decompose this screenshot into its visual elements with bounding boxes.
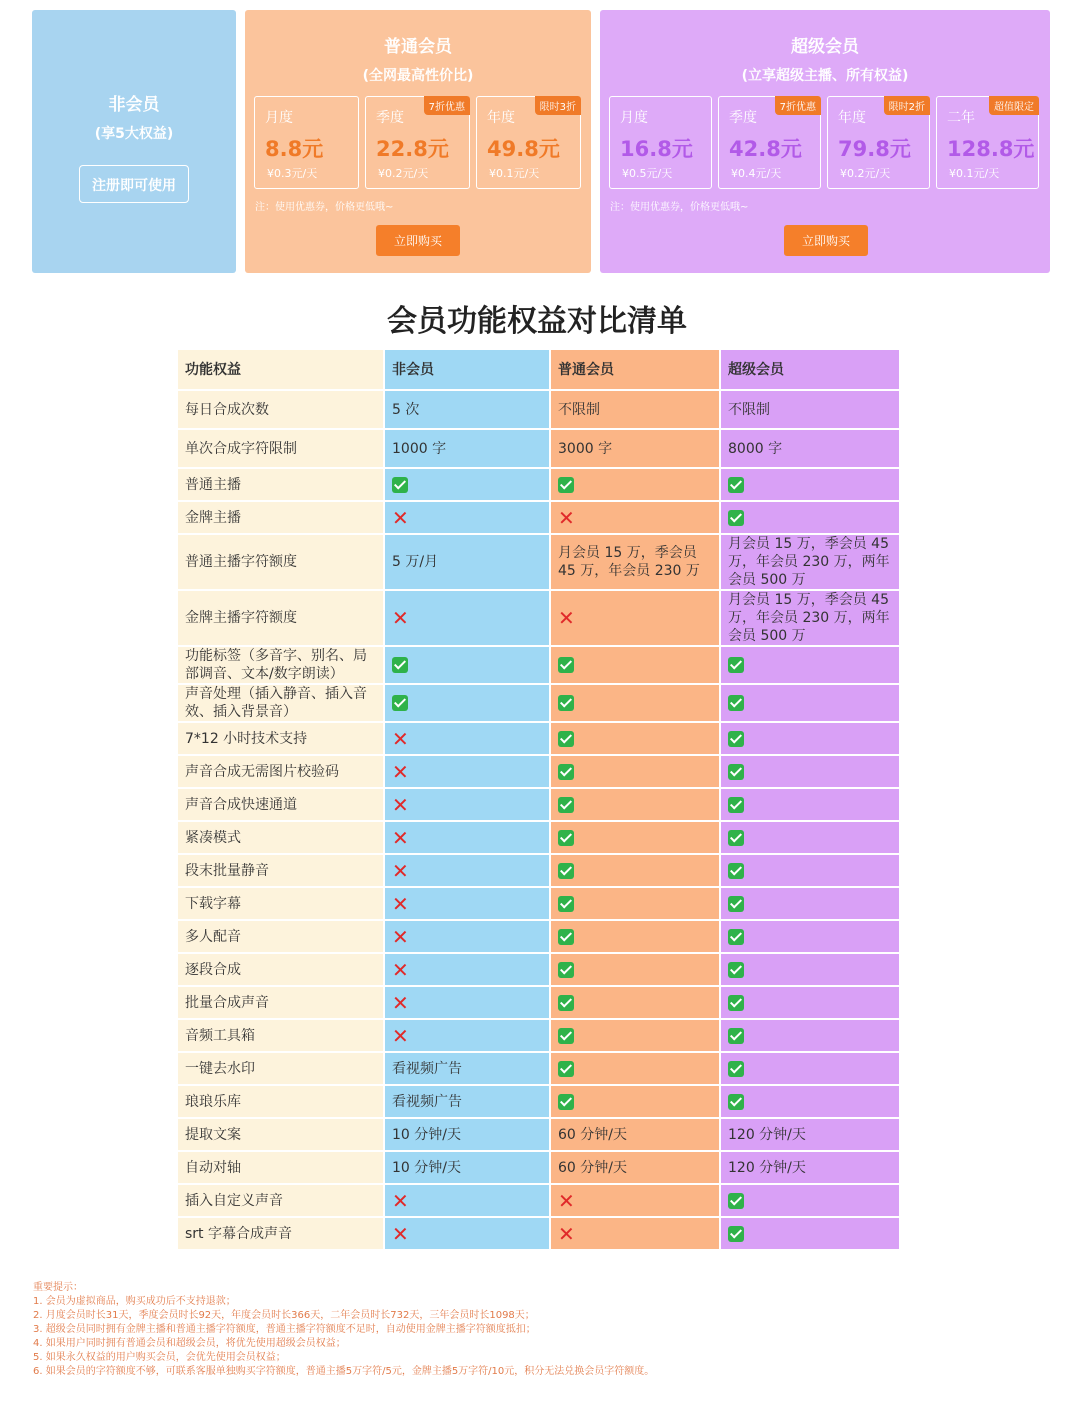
cell-super: 不限制: [720, 390, 900, 429]
cell-normal: [550, 1052, 720, 1085]
table-row: [178, 755, 900, 788]
discount-badge: 7折优惠: [424, 96, 470, 115]
check-icon: [728, 764, 744, 780]
cell-normal: 60 分钟/天: [550, 1151, 720, 1184]
cell-super: [720, 1052, 900, 1085]
cross-icon: ✕: [392, 792, 409, 817]
table-row: [178, 887, 900, 920]
check-icon: [558, 731, 574, 747]
table-row: [178, 1151, 900, 1184]
cell-free: [384, 755, 550, 788]
cross-icon: ✕: [558, 606, 575, 630]
cross-icon: ✕: [392, 924, 409, 949]
cell-super: [720, 755, 900, 788]
cell-super: [720, 887, 900, 920]
cell-free: [384, 1019, 550, 1052]
check-icon: [558, 797, 574, 813]
cell-super: [720, 1085, 900, 1118]
discount-badge: 限时3折: [535, 96, 581, 115]
plan-daily-price: ¥0.2元/天: [840, 167, 891, 180]
table-row: [178, 953, 900, 986]
cell-super: [720, 468, 900, 501]
cross-icon: ✕: [392, 1023, 409, 1048]
normal-buy-button[interactable]: 立即购买: [376, 225, 460, 256]
table-row: [178, 1217, 900, 1250]
cell-normal: [550, 722, 720, 755]
cross-icon: ✕: [558, 505, 575, 530]
cross-icon: ✕: [558, 1221, 575, 1246]
cell-super: [720, 1019, 900, 1052]
comparison-title: 会员功能权益对比清单: [387, 304, 687, 339]
cell-normal: [550, 1019, 720, 1052]
cell-free: 10 分钟/天: [384, 1118, 550, 1151]
check-icon: [558, 1061, 574, 1077]
cell-normal: [550, 1217, 720, 1250]
cell-free: 10 分钟/天: [384, 1151, 550, 1184]
note-line: 3. 超级会员同时拥有金牌主播和普通主播字符额度，普通主播字符额度不足时，自动使用金牌主播字符额度抵扣；: [33, 1324, 536, 1335]
check-icon: [728, 962, 744, 978]
cell-super: [720, 722, 900, 755]
cell-normal: [550, 501, 720, 534]
cell-feature: 7*12 小时技术支持: [178, 722, 384, 755]
cell-super: 120 分钟/天: [720, 1118, 900, 1151]
cross-icon: ✕: [392, 505, 409, 530]
table-row: [178, 788, 900, 821]
cross-icon: ✕: [392, 891, 409, 916]
cell-super: [720, 1217, 900, 1250]
plan-period: 年度: [838, 110, 866, 126]
cell-feature: 每日合成次数: [178, 390, 384, 429]
cell-super: [720, 1184, 900, 1217]
discount-badge: 超值限定: [989, 96, 1039, 115]
normal-card-subtitle: (全网最高性价比): [362, 68, 474, 84]
cell-normal: [550, 1085, 720, 1118]
table-row: [178, 1085, 900, 1118]
plan-daily-price: ¥0.1元/天: [489, 167, 540, 180]
cell-feature: 普通主播: [178, 468, 384, 501]
cell-feature: 音频工具箱: [178, 1019, 384, 1052]
cell-normal: 月会员 15 万，季会员 45 万，年会员 230 万: [550, 534, 720, 590]
check-icon: [392, 695, 408, 711]
cell-normal: [550, 887, 720, 920]
cell-feature: 声音合成快速通道: [178, 788, 384, 821]
cell-feature: 功能标签（多音字、别名、局部调音、文本/数字朗读）: [178, 646, 384, 684]
plan-price: 49.8元: [487, 137, 560, 161]
normal-plan-list: [254, 96, 581, 189]
check-icon: [558, 962, 574, 978]
plan-daily-price: ¥0.3元/天: [267, 167, 318, 180]
cell-super: 120 分钟/天: [720, 1151, 900, 1184]
cell-normal: 不限制: [550, 390, 720, 429]
cell-normal: [550, 788, 720, 821]
check-icon: [728, 1226, 744, 1242]
header-free: 非会员: [384, 350, 550, 390]
cell-super: [720, 646, 900, 684]
cell-free: [384, 1217, 550, 1250]
cell-feature: 单次合成字符限制: [178, 429, 384, 468]
free-card-subtitle: (享5大权益): [94, 126, 174, 142]
cell-free: [384, 590, 550, 646]
cell-super: [720, 920, 900, 953]
cell-super: [720, 821, 900, 854]
table-row: [178, 1118, 900, 1151]
check-icon: [728, 1061, 744, 1077]
check-icon: [558, 830, 574, 846]
cell-super: 月会员 15 万，季会员 45 万，年会员 230 万，两年会员 500 万: [720, 590, 900, 646]
cell-normal: [550, 755, 720, 788]
header-super: 超级会员: [720, 350, 900, 390]
check-icon: [728, 731, 744, 747]
cell-feature: 紧凑模式: [178, 821, 384, 854]
cell-normal: [550, 821, 720, 854]
super-coupon-note: 注：使用优惠券，价格更低哦~: [610, 202, 749, 213]
cell-free: [384, 468, 550, 501]
super-plan-option[interactable]: [827, 96, 930, 189]
plan-period: 季度: [376, 110, 404, 126]
cell-super: [720, 854, 900, 887]
plan-period: 季度: [729, 110, 757, 126]
table-row: [178, 468, 900, 501]
plan-price: 22.8元: [376, 137, 449, 161]
normal-card-title: 普通会员: [384, 37, 452, 57]
cell-free: 5 次: [384, 390, 550, 429]
important-notes: [33, 1281, 654, 1379]
super-member-card: [600, 10, 1050, 273]
table-header-row: [178, 350, 900, 390]
check-icon: [392, 657, 408, 673]
check-icon: [558, 863, 574, 879]
cell-super: [720, 986, 900, 1019]
cross-icon: ✕: [392, 1221, 409, 1246]
table-row: [178, 1019, 900, 1052]
check-icon: [558, 1028, 574, 1044]
cell-normal: [550, 590, 720, 646]
note-line: 4. 如果用户同时拥有普通会员和超级会员，将优先使用超级会员权益；: [33, 1338, 346, 1349]
note-line: 6. 如果会员的字符额度不够，可联系客服单独购买字符额度，普通主播5万字符/5元，金牌主播5万字符/10元，积分无法兑换会员字符额度。: [33, 1366, 655, 1377]
cell-super: 月会员 15 万，季会员 45 万，年会员 230 万，两年会员 500 万: [720, 534, 900, 590]
note-line: 5. 如果永久权益的用户购买会员，会优先使用会员权益；: [33, 1352, 286, 1363]
cell-normal: [550, 646, 720, 684]
cell-feature: 声音合成无需图片校验码: [178, 755, 384, 788]
super-card-subtitle: (立享超级主播、所有权益): [741, 68, 909, 84]
cell-feature: 段末批量静音: [178, 854, 384, 887]
table-row: [178, 986, 900, 1019]
free-member-card: [32, 10, 236, 273]
comparison-table: [178, 350, 901, 1251]
plan-price: 16.8元: [620, 137, 693, 161]
cell-feature: 金牌主播字符额度: [178, 590, 384, 646]
plan-period: 年度: [487, 110, 515, 126]
check-icon: [558, 1094, 574, 1110]
plan-period: 二年: [947, 110, 975, 126]
notes-heading: 重要提示：: [33, 1282, 83, 1293]
table-row: [178, 920, 900, 953]
header-normal: 普通会员: [550, 350, 720, 390]
check-icon: [728, 995, 744, 1011]
check-icon: [728, 477, 744, 493]
super-plan-option[interactable]: [609, 96, 712, 189]
check-icon: [728, 1028, 744, 1044]
cross-icon: ✕: [392, 726, 409, 751]
cross-icon: ✕: [392, 957, 409, 982]
super-buy-button[interactable]: 立即购买: [784, 225, 868, 256]
cross-icon: ✕: [392, 759, 409, 784]
discount-badge: 7折优惠: [775, 96, 821, 115]
cell-free: 看视频广告: [384, 1085, 550, 1118]
cell-normal: [550, 1184, 720, 1217]
check-icon: [558, 929, 574, 945]
check-icon: [728, 695, 744, 711]
cell-feature: 自动对轴: [178, 1151, 384, 1184]
cell-free: [384, 986, 550, 1019]
plan-price: 42.8元: [729, 137, 802, 161]
cell-normal: 3000 字: [550, 429, 720, 468]
table-row: [178, 429, 900, 468]
cell-super: [720, 684, 900, 722]
cell-feature: 插入自定义声音: [178, 1184, 384, 1217]
cross-icon: ✕: [392, 1188, 409, 1213]
cell-free: [384, 821, 550, 854]
table-row: [178, 590, 900, 646]
check-icon: [728, 863, 744, 879]
cell-free: [384, 953, 550, 986]
cell-feature: 琅琅乐库: [178, 1085, 384, 1118]
register-button[interactable]: 注册即可使用: [79, 165, 189, 203]
discount-badge: 限时2折: [884, 96, 930, 115]
cross-icon: ✕: [392, 990, 409, 1015]
cell-free: [384, 1184, 550, 1217]
cell-feature: 一键去水印: [178, 1052, 384, 1085]
cell-normal: [550, 986, 720, 1019]
cell-super: [720, 953, 900, 986]
check-icon: [728, 1193, 744, 1209]
check-icon: [558, 995, 574, 1011]
cell-feature: 多人配音: [178, 920, 384, 953]
cross-icon: ✕: [392, 825, 409, 850]
cell-feature: 下载字幕: [178, 887, 384, 920]
cell-super: 8000 字: [720, 429, 900, 468]
cross-icon: ✕: [392, 606, 409, 630]
cell-feature: 批量合成声音: [178, 986, 384, 1019]
check-icon: [392, 477, 408, 493]
cell-free: [384, 854, 550, 887]
normal-plan-option[interactable]: [365, 96, 470, 189]
cell-super: [720, 501, 900, 534]
super-plan-list: [609, 96, 1039, 189]
cell-normal: [550, 468, 720, 501]
plan-price: 8.8元: [265, 137, 324, 161]
cell-free: [384, 887, 550, 920]
note-line: 1. 会员为虚拟商品，购买成功后不支持退款；: [33, 1296, 236, 1307]
check-icon: [728, 797, 744, 813]
cross-icon: ✕: [558, 1188, 575, 1213]
check-icon: [728, 830, 744, 846]
plan-daily-price: ¥0.5元/天: [622, 167, 673, 180]
table-row: [178, 854, 900, 887]
check-icon: [558, 657, 574, 673]
cell-free: [384, 684, 550, 722]
table-row: [178, 390, 900, 429]
cell-normal: [550, 684, 720, 722]
cell-normal: 60 分钟/天: [550, 1118, 720, 1151]
normal-plan-option[interactable]: [476, 96, 581, 189]
plan-period: 月度: [265, 110, 293, 126]
check-icon: [558, 695, 574, 711]
plan-price: 79.8元: [838, 137, 911, 161]
normal-plan-option[interactable]: [254, 96, 359, 189]
cross-icon: ✕: [392, 858, 409, 883]
cell-super: [720, 788, 900, 821]
table-row: [178, 722, 900, 755]
check-icon: [728, 896, 744, 912]
cell-feature: 声音处理（插入静音、插入音效、插入背景音）: [178, 684, 384, 722]
plan-daily-price: ¥0.4元/天: [731, 167, 782, 180]
cell-free: [384, 722, 550, 755]
table-row: [178, 821, 900, 854]
check-icon: [728, 657, 744, 673]
cell-free: [384, 646, 550, 684]
cell-free: 1000 字: [384, 429, 550, 468]
normal-member-card: [245, 10, 591, 273]
check-icon: [558, 477, 574, 493]
cell-normal: [550, 920, 720, 953]
table-row: [178, 501, 900, 534]
plan-daily-price: ¥0.1元/天: [949, 167, 1000, 180]
plan-daily-price: ¥0.2元/天: [378, 167, 429, 180]
cell-feature: 逐段合成: [178, 953, 384, 986]
cell-free: 看视频广告: [384, 1052, 550, 1085]
super-plan-option[interactable]: [936, 96, 1039, 189]
check-icon: [558, 764, 574, 780]
cell-free: 5 万/月: [384, 534, 550, 590]
check-icon: [728, 929, 744, 945]
cell-feature: 金牌主播: [178, 501, 384, 534]
cell-free: [384, 920, 550, 953]
plan-price: 128.8元: [947, 137, 1035, 161]
plan-period: 月度: [620, 110, 648, 126]
table-row: [178, 1052, 900, 1085]
normal-coupon-note: 注：使用优惠券，价格更低哦~: [255, 202, 394, 213]
cell-free: [384, 501, 550, 534]
cell-feature: 普通主播字符额度: [178, 534, 384, 590]
cell-normal: [550, 953, 720, 986]
table-row: [178, 534, 900, 590]
check-icon: [728, 510, 744, 526]
cell-feature: 提取文案: [178, 1118, 384, 1151]
cell-free: [384, 788, 550, 821]
super-plan-option[interactable]: [718, 96, 821, 189]
free-card-title: 非会员: [108, 95, 160, 115]
cell-normal: [550, 854, 720, 887]
table-row: [178, 1184, 900, 1217]
table-row: [178, 684, 900, 722]
note-line: 2. 月度会员时长31天，季度会员时长92天，年度会员时长366天，二年会员时长732天，三年会员时长1098天；: [33, 1310, 535, 1321]
cell-feature: srt 字幕合成声音: [178, 1217, 384, 1250]
header-feature: 功能权益: [178, 350, 384, 390]
check-icon: [728, 1094, 744, 1110]
table-row: [178, 646, 900, 684]
check-icon: [558, 896, 574, 912]
super-card-title: 超级会员: [791, 37, 859, 57]
